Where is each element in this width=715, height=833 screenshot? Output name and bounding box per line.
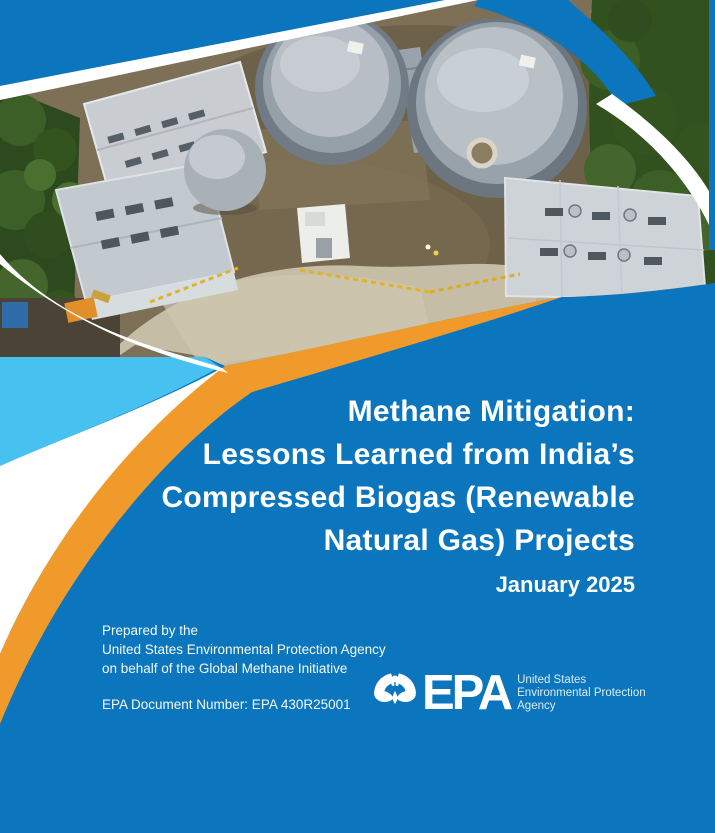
warehouse-right-icon xyxy=(505,178,706,300)
epa-org-name xyxy=(517,674,645,713)
epa-wordmark: EPA xyxy=(422,666,511,720)
publication-date: January 2025 xyxy=(495,572,635,597)
title-block xyxy=(35,390,635,600)
clarifier-tank xyxy=(469,140,495,166)
worker xyxy=(426,245,431,250)
epa-logo xyxy=(370,668,646,718)
epa-org-line-3: Agency xyxy=(517,699,556,712)
prepared-by-line-1: Prepared by the xyxy=(102,623,199,638)
prepared-by-line-3: on behalf of the Global Methane Initiative xyxy=(102,661,348,676)
epa-org-line-2: Environmental Protection xyxy=(517,686,646,699)
control-room-icon xyxy=(297,204,350,263)
page-title-line-4: Natural Gas) Projects xyxy=(323,524,635,557)
right-edge-strip xyxy=(709,0,715,250)
epa-flower-icon xyxy=(370,668,420,718)
epa-org-line-1: United States xyxy=(517,673,587,686)
page-title-line-1: Methane Mitigation: xyxy=(347,395,635,428)
worker xyxy=(434,251,439,256)
prepared-by-line-2: United States Environmental Protection Agency xyxy=(102,642,386,657)
page-title-line-2: Lessons Learned from India’s xyxy=(202,438,635,471)
page-title-line-3: Compressed Biogas (Renewable xyxy=(161,481,635,514)
digester-tank-2-icon xyxy=(407,18,587,198)
document-number: EPA Document Number: EPA 430R25001 xyxy=(102,697,351,712)
prepared-by-block xyxy=(102,621,386,714)
